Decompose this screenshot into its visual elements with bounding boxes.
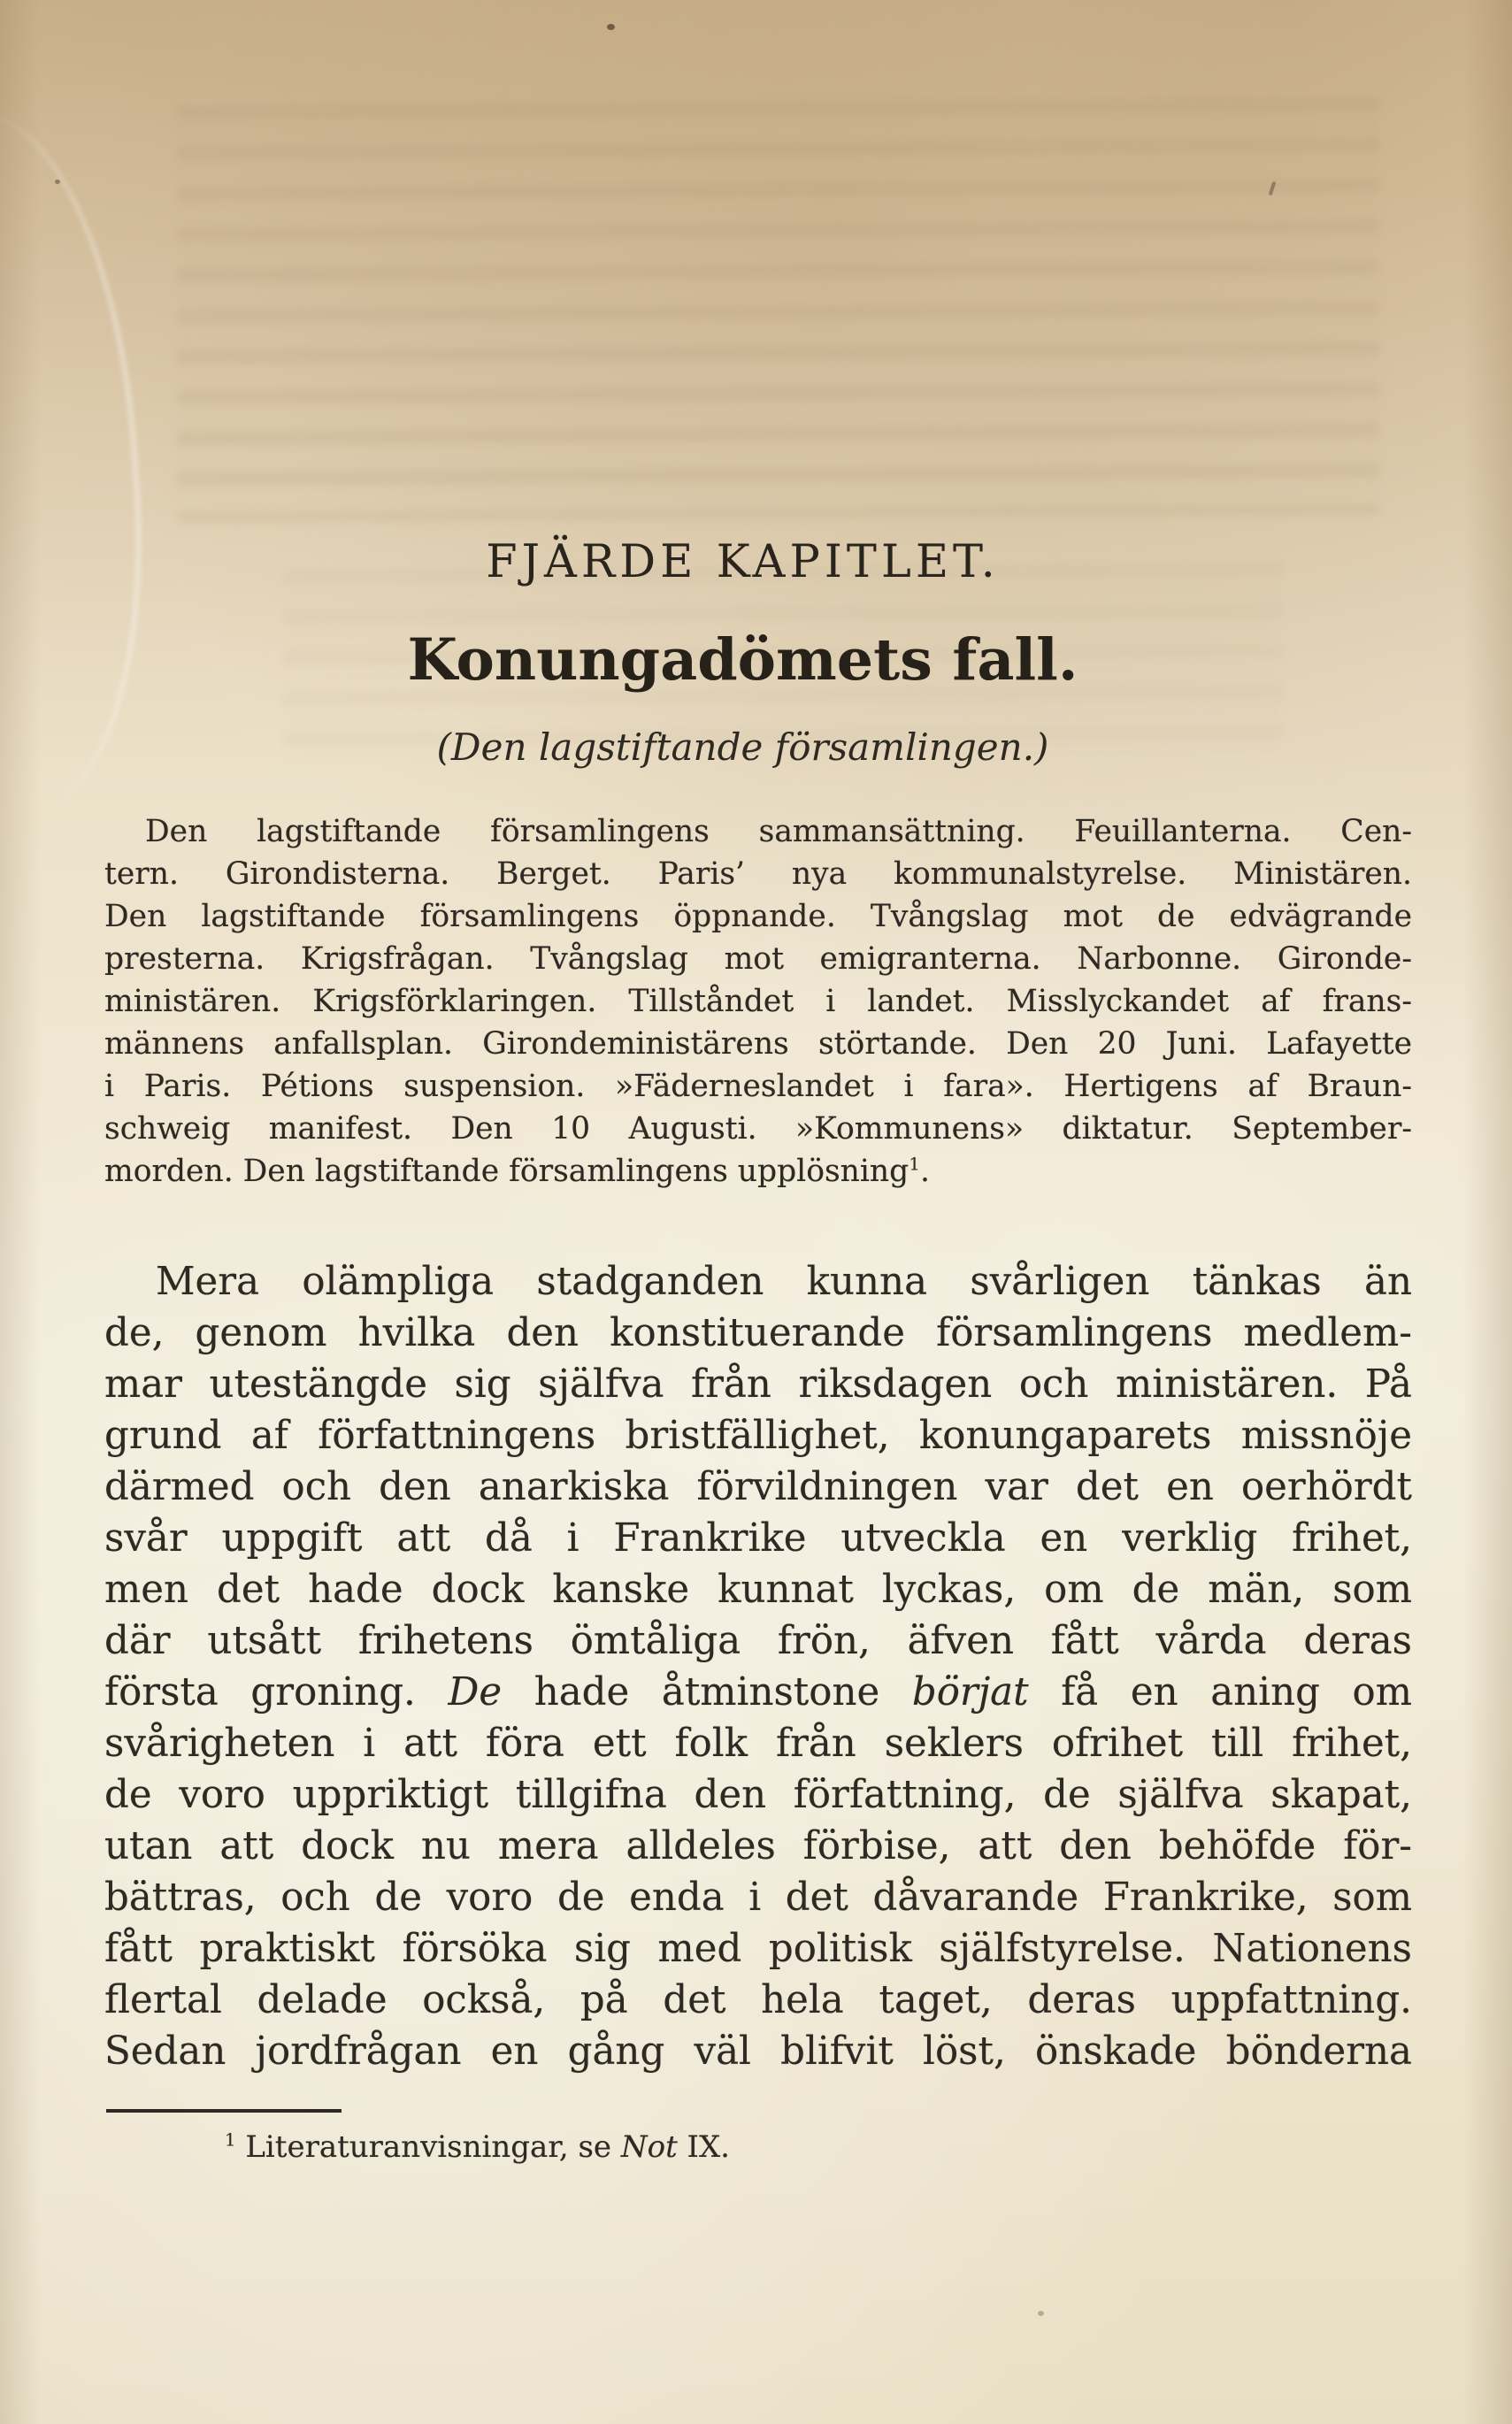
body-line <box>104 1564 1412 1615</box>
summary-line <box>104 1065 1412 1108</box>
text-segment: i Paris. Pétions suspension. »Fäderneslandet i fara». Hertigens af Braun- <box>104 1069 1412 1104</box>
text-segment: . <box>919 1154 930 1189</box>
body-line <box>104 1410 1412 1461</box>
summary-line <box>104 1023 1412 1065</box>
body-line <box>104 1256 1412 1308</box>
text-segment: morden. Den lagstiftande församlingens upplösning <box>104 1154 910 1189</box>
summary-line <box>104 853 1412 895</box>
text-segment: Literaturanvisningar, se <box>235 2129 621 2165</box>
chapter-heading: FJÄRDE KAPITLET. <box>486 536 1000 588</box>
page-subtitle: (Den lagstiftande församlingen.) <box>436 725 1049 769</box>
text-segment: men det hade dock kanske kunnat lyckas, om de män, som <box>104 1568 1412 1612</box>
summary-line <box>104 1108 1412 1150</box>
body-line <box>104 1821 1412 1872</box>
show-through-texture <box>177 97 1379 521</box>
body-line <box>104 1513 1412 1564</box>
text-segment: där utsått frihetens ömtåliga frön, äfven fått vårda deras <box>104 1619 1412 1663</box>
text-segment: första groning. <box>104 1670 449 1714</box>
text-segment: Mera olämpliga stadganden kunna svårligen tänkas än <box>156 1260 1412 1304</box>
body-line <box>104 1718 1412 1769</box>
text-segment: svårigheten i att föra ett folk från seklers ofrihet till frihet, <box>104 1722 1412 1766</box>
page-crease <box>0 106 160 813</box>
body-line <box>104 1667 1412 1718</box>
paper-speck <box>607 24 615 30</box>
page-title: Konungadömets fall. <box>407 626 1078 694</box>
text-segment: därmed och den anarkiska förvildningen var det en oerhördt <box>104 1465 1412 1509</box>
body-line <box>104 1461 1412 1513</box>
text-segment: grund af författningens bristfällighet, konungaparets missnöje <box>104 1414 1412 1458</box>
summary-line <box>104 810 1412 853</box>
text-segment: hade åtminstone <box>502 1670 912 1714</box>
paper-speck <box>1038 2311 1044 2316</box>
text-segment: bättras, och de voro de enda i det dåvarande Frankrike, som <box>104 1876 1412 1920</box>
body-line <box>104 1769 1412 1821</box>
text-segment: utan att dock nu mera alldeles förbise, att den behöfde för- <box>104 1824 1412 1868</box>
text-segment: Not <box>620 2129 678 2165</box>
summary-line <box>104 938 1412 980</box>
text-segment: Den lagstiftande församlingens sammansättning. Feuillanterna. Cen- <box>145 814 1412 849</box>
body-line <box>104 1872 1412 1923</box>
text-segment: flertal delade också, på det hela taget, deras uppfattning. <box>104 1978 1412 2022</box>
text-segment: IX. <box>677 2129 730 2165</box>
body-line <box>104 2026 1412 2077</box>
text-segment: fått praktiskt försöka sig med politisk själfstyrelse. Nationens <box>104 1927 1412 1971</box>
body-line <box>104 1359 1412 1410</box>
text-segment: de voro uppriktigt tillgifna den författning, de själfva skapat, <box>104 1773 1412 1817</box>
text-segment: börjat <box>911 1670 1029 1714</box>
text-segment: tern. Girondisterna. Berget. Paris’ nya kommunalstyrelse. Ministären. <box>104 856 1412 892</box>
text-segment: 1 <box>909 1153 920 1175</box>
body-line <box>104 1923 1412 1975</box>
text-segment: Den lagstiftande församlingens öppnande. Tvångslag mot de edvägrande <box>104 899 1412 934</box>
text-segment: presterna. Krigsfrågan. Tvångslag mot emigranterna. Narbonne. Gironde- <box>104 941 1412 977</box>
body-line <box>104 1308 1412 1359</box>
text-segment: Sedan jordfrågan en gång väl blifvit löst, önskade bönderna <box>104 2029 1412 2074</box>
text-segment: de, genom hvilka den konstituerande församlingens medlem- <box>104 1311 1412 1355</box>
summary-line <box>104 980 1412 1023</box>
summary-line <box>104 895 1412 938</box>
paper-speck <box>55 180 60 184</box>
summary-line <box>104 1150 1412 1193</box>
footnote-rule <box>106 2109 342 2113</box>
text-segment: De <box>448 1670 503 1714</box>
text-segment: få en aning om <box>1028 1670 1412 1714</box>
footnote <box>104 2125 1412 2169</box>
text-segment: ministären. Krigsförklaringen. Tillståndet i landet. Misslyckandet af frans- <box>104 984 1412 1019</box>
text-segment: mar utestängde sig själfva från riksdagen och ministären. På <box>104 1362 1412 1407</box>
body-line <box>104 1615 1412 1667</box>
text-segment: svår uppgift att då i Frankrike utveckla en verklig frihet, <box>104 1516 1412 1561</box>
text-segment: männens anfallsplan. Girondeministärens störtande. Den 20 Juni. Lafayette <box>104 1026 1412 1062</box>
summary-paragraph <box>104 810 1412 1193</box>
body-paragraph <box>104 1256 1412 2077</box>
text-segment: schweig manifest. Den 10 Augusti. »Kommunens» diktatur. September- <box>104 1111 1412 1147</box>
text-segment: 1 <box>225 2129 236 2151</box>
footnote-line <box>104 2125 1412 2169</box>
body-line <box>104 1975 1412 2026</box>
